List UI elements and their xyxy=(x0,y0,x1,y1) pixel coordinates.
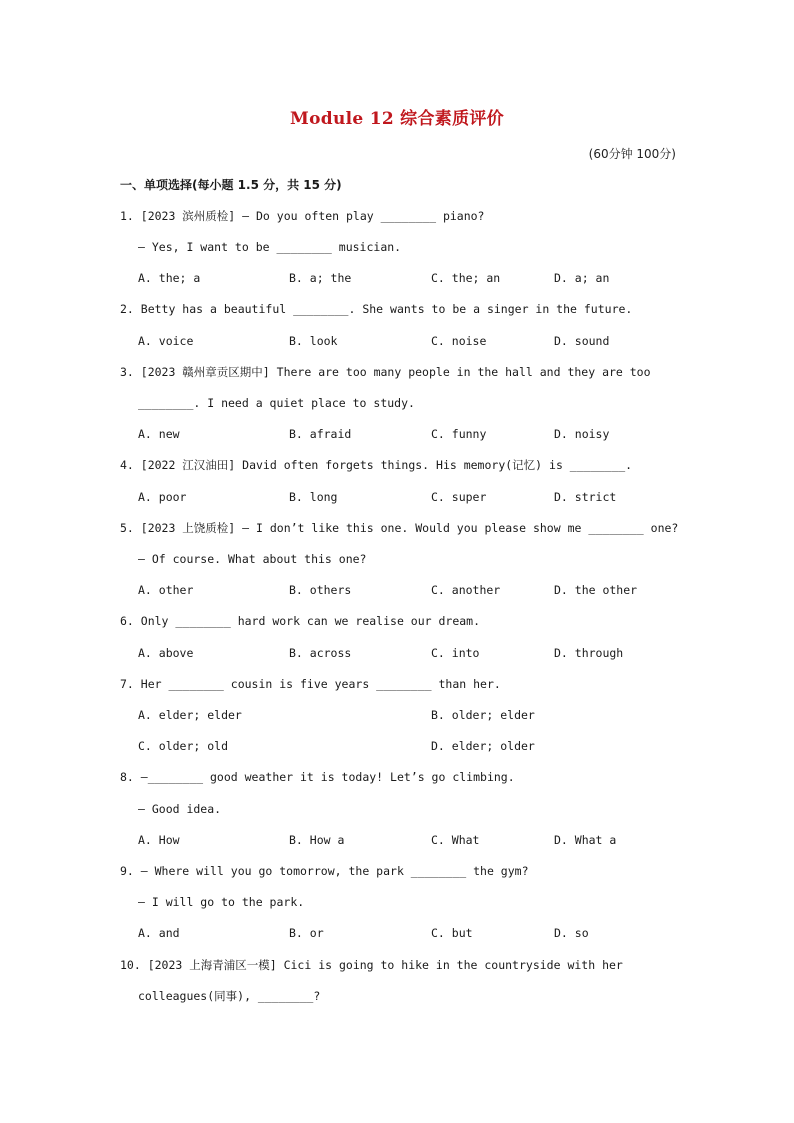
option-c[interactable]: C. into xyxy=(431,646,480,660)
option-d[interactable]: D. through xyxy=(554,646,624,660)
question-7-stem: 7. Her ________ cousin is five years ________ than her. xyxy=(120,677,501,691)
option-c[interactable]: C. noise xyxy=(431,334,487,348)
page-title: Module 12 综合素质评价 xyxy=(290,109,504,129)
option-d[interactable]: D. What a xyxy=(554,833,617,847)
option-b[interactable]: B. How a xyxy=(289,833,345,847)
option-c[interactable]: C. super xyxy=(431,490,487,504)
question-10-stem-cont: colleagues(同事), ________? xyxy=(138,989,321,1003)
time-score-info: (60分钟 100分) xyxy=(588,147,676,161)
question-2-stem: 2. Betty has a beautiful ________. She wants to be a singer in the future. xyxy=(120,302,633,316)
question-4-stem: 4. [2022 江汉油田] David often forgets things. His memory(记忆) is ________. xyxy=(120,458,633,472)
question-9-stem: 9. — Where will you go tomorrow, the park ________ the gym? xyxy=(120,864,529,878)
question-3-stem-cont: ________. I need a quiet place to study. xyxy=(138,396,415,410)
question-8-response: — Good idea. xyxy=(138,802,222,816)
option-d[interactable]: D. a; an xyxy=(554,271,610,285)
option-d[interactable]: D. so xyxy=(554,926,589,940)
option-c[interactable]: C. the; an xyxy=(431,271,501,285)
option-d[interactable]: D. sound xyxy=(554,334,610,348)
option-a[interactable]: A. the; a xyxy=(138,271,201,285)
question-3-stem: 3. [2023 赣州章贡区期中] There are too many people in the hall and they are too xyxy=(120,365,651,379)
question-6-stem: 6. Only ________ hard work can we realise our dream. xyxy=(120,614,481,628)
option-c[interactable]: C. but xyxy=(431,926,473,940)
option-b[interactable]: B. a; the xyxy=(289,271,352,285)
option-d[interactable]: D. the other xyxy=(554,583,638,597)
question-1-stem: 1. [2023 滨州质检] — Do you often play ________ piano? xyxy=(120,209,485,223)
question-8-stem: 8. —________ good weather it is today! Let’s go climbing. xyxy=(120,770,515,784)
option-c[interactable]: C. another xyxy=(431,583,501,597)
option-b[interactable]: B. others xyxy=(289,583,352,597)
option-c[interactable]: C. What xyxy=(431,833,480,847)
section-heading: 一、单项选择(每小题 1.5 分，共 15 分) xyxy=(120,178,342,192)
question-9-response: — I will go to the park. xyxy=(138,895,305,909)
option-d[interactable]: D. noisy xyxy=(554,427,610,441)
option-b[interactable]: B. look xyxy=(289,334,338,348)
option-b[interactable]: B. across xyxy=(289,646,352,660)
question-5-response: — Of course. What about this one? xyxy=(138,552,367,566)
option-a[interactable]: A. How xyxy=(138,833,180,847)
option-b[interactable]: B. older; elder xyxy=(431,708,535,722)
option-b[interactable]: B. afraid xyxy=(289,427,352,441)
question-10-stem: 10. [2023 上海青浦区一模] Cici is going to hike in the countryside with her xyxy=(120,958,623,972)
option-a[interactable]: A. elder; elder xyxy=(138,708,242,722)
option-a[interactable]: A. new xyxy=(138,427,180,441)
option-d[interactable]: D. elder; older xyxy=(431,739,535,753)
question-1-response: — Yes, I want to be ________ musician. xyxy=(138,240,402,254)
option-a[interactable]: A. other xyxy=(138,583,194,597)
option-a[interactable]: A. above xyxy=(138,646,194,660)
option-c[interactable]: C. funny xyxy=(431,427,487,441)
option-d[interactable]: D. strict xyxy=(554,490,617,504)
option-a[interactable]: A. poor xyxy=(138,490,187,504)
option-b[interactable]: B. or xyxy=(289,926,324,940)
option-c[interactable]: C. older; old xyxy=(138,739,229,753)
question-5-stem: 5. [2023 上饶质检] — I don’t like this one. Would you please show me ________ one? xyxy=(120,521,679,535)
option-a[interactable]: A. and xyxy=(138,926,180,940)
option-b[interactable]: B. long xyxy=(289,490,338,504)
option-a[interactable]: A. voice xyxy=(138,334,194,348)
